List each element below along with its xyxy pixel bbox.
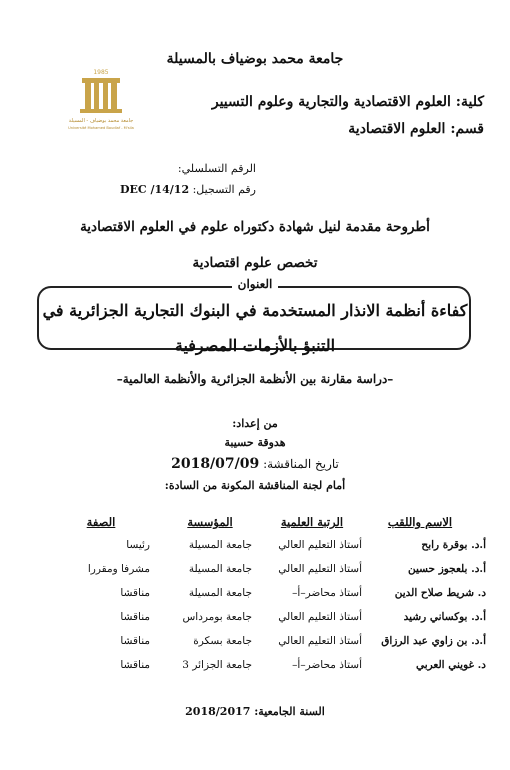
member-role: مناقشا <box>120 587 150 599</box>
col-header-rank: الرتبة العلمية <box>280 515 344 529</box>
member-role: مناقشا <box>120 611 150 623</box>
member-role: رئيسا <box>126 539 150 551</box>
department-name: العلوم الاقتصادية <box>348 121 446 137</box>
member-institution: جامعة المسيلة <box>188 587 252 599</box>
member-role: مشرفا ومقررا <box>87 563 150 575</box>
faculty-label: كلية: <box>450 94 484 110</box>
thesis-subtitle: –دراسة مقارنة بين الأنظمة الجزائرية والأنظمة العالمية– <box>116 372 394 386</box>
member-rank: أستاذ محاضر–أ– <box>292 659 362 671</box>
member-institution: جامعة المسيلة <box>188 539 252 551</box>
member-rank: أستاذ التعليم العالي <box>278 539 362 551</box>
member-name: أ.د. بوقرة رابح <box>421 539 486 551</box>
faculty-line <box>212 94 484 110</box>
member-institution: جامعة المسيلة <box>188 563 252 575</box>
department-line <box>348 121 484 137</box>
department-label: قسم: <box>445 121 484 137</box>
member-name: أ.د. بوكساني رشيد <box>403 611 486 623</box>
academic-year-label: السنة الجامعية: <box>250 705 325 718</box>
title-label-text: العنوان <box>232 277 279 291</box>
logo-name-ar: جامعة محمد بوضياف - المسيلة <box>68 118 134 124</box>
logo-year: 1985 <box>93 69 109 76</box>
academic-year: 2018/2017 <box>185 705 251 718</box>
member-institution: جامعة الجزائر 3 <box>182 659 252 671</box>
thesis-purpose: أطروحة مقدمة لنيل شهادة دكتوراه علوم في العلوم الاقتصادية <box>80 219 430 235</box>
prepared-by-label: من إعداد: <box>232 417 278 430</box>
registration-value: DEC /14/12 <box>119 183 190 196</box>
author-name: هدوقة حسيبة <box>224 436 286 449</box>
faculty-name: العلوم الاقتصادية والتجارية وعلوم التسيير <box>211 94 451 110</box>
serial-number-line <box>178 162 256 175</box>
defense-date-label: تاريخ المناقشة: <box>259 457 339 471</box>
member-role: مناقشا <box>120 659 150 671</box>
logo-name-fr: Université Mohamed Boudiaf - M'sila <box>68 126 134 130</box>
jury-intro: أمام لجنة المناقشة المكونة من السادة: <box>164 479 346 492</box>
member-name: أ.د. بن زاوي عبد الرزاق <box>381 635 486 647</box>
academic-year-line <box>0 705 510 718</box>
member-institution: جامعة بسكرة <box>193 635 252 647</box>
col-header-role: الصفة <box>86 515 116 529</box>
member-rank: أستاذ التعليم العالي <box>278 563 362 575</box>
member-name: د. غويني العربي <box>415 659 486 671</box>
university-logo <box>66 66 136 132</box>
thesis-title-line-2: التنبؤ بالأزمات المصرفية <box>174 336 336 355</box>
serial-label: الرقم التسلسلي: <box>177 162 256 175</box>
col-header-institution: المؤسسة <box>187 515 233 529</box>
member-rank: أستاذ التعليم العالي <box>278 635 362 647</box>
registration-label: رقم التسجيل: <box>189 183 256 196</box>
defense-date-line <box>0 456 510 472</box>
member-institution: جامعة بومرداس <box>182 611 252 623</box>
thesis-specialty: تخصص علوم اقتصادية <box>192 255 318 271</box>
member-name: أ.د. بلعجوز حسين <box>408 563 486 575</box>
university-logo-icon <box>66 66 136 132</box>
registration-number-line <box>120 183 256 196</box>
member-rank: أستاذ التعليم العالي <box>278 611 362 623</box>
title-label <box>0 277 510 291</box>
university-name: جامعة محمد بوضياف بالمسيلة <box>166 51 344 67</box>
member-rank: أستاذ محاضر–أ– <box>292 587 362 599</box>
thesis-title-line-1: كفاءة أنظمة الانذار المستخدمة في البنوك التجارية الجزائرية في <box>42 301 468 320</box>
col-header-name: الاسم واللقب <box>387 515 453 529</box>
member-role: مناقشا <box>120 635 150 647</box>
member-name: د. شريط صلاح الدين <box>394 587 486 599</box>
defense-date: 2018/07/09 <box>171 456 260 472</box>
